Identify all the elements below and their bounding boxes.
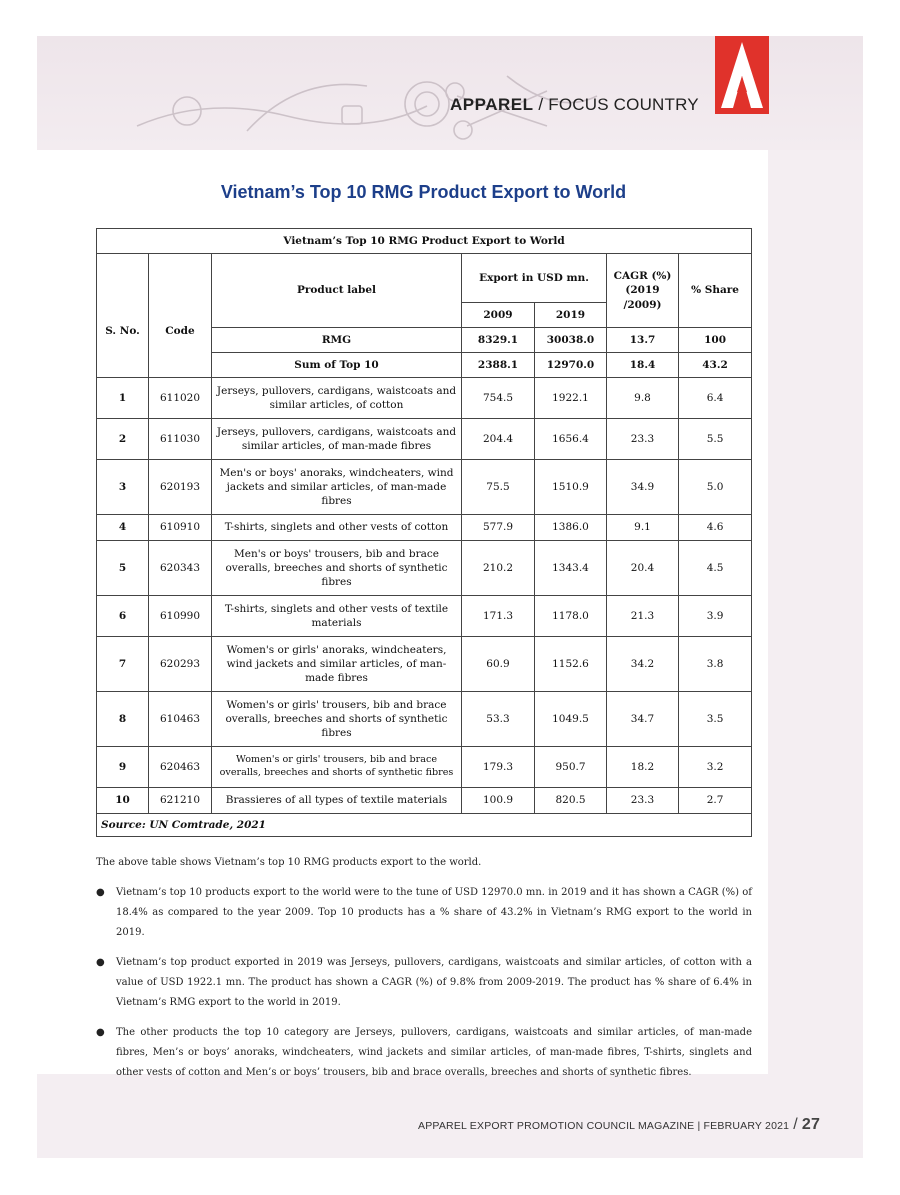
cell-share: 4.5	[679, 541, 752, 596]
cell-share: 4.6	[679, 515, 752, 541]
cell-sno: 2	[97, 419, 149, 460]
cell-2009: 53.3	[462, 692, 535, 747]
cell-sno: 9	[97, 747, 149, 788]
intro-paragraph: The above table shows Vietnam’s top 10 RMG products export to the world.	[96, 857, 482, 868]
cell-code: 611020	[149, 378, 212, 419]
table-row	[97, 460, 752, 515]
table-row	[97, 747, 752, 788]
cell-product: T-shirts, singlets and other vests of textile materials	[212, 596, 462, 637]
cell-sno: 4	[97, 515, 149, 541]
header-code: Code	[149, 254, 212, 378]
bullet-icon: ●	[96, 1027, 105, 1038]
cell-product: Jerseys, pullovers, cardigans, waistcoats and similar articles, of man-made fibres	[212, 419, 462, 460]
agg-label: RMG	[212, 328, 462, 353]
cell-cagr: 9.8	[607, 378, 679, 419]
list-item	[96, 1023, 752, 1083]
cell-cagr: 34.2	[607, 637, 679, 692]
cell-product: Women's or girls' trousers, bib and brace overalls, breeches and shorts of synthetic fibres	[212, 692, 462, 747]
cell-sno: 10	[97, 788, 149, 814]
table-row	[97, 596, 752, 637]
cell-2019: 1178.0	[535, 596, 607, 637]
footer-separator: /	[793, 1116, 798, 1133]
bullet-icon: ●	[96, 887, 105, 898]
cell-2009: 577.9	[462, 515, 535, 541]
cell-sno: 8	[97, 692, 149, 747]
cell-2009: 60.9	[462, 637, 535, 692]
table-row	[97, 692, 752, 747]
cell-sno: 7	[97, 637, 149, 692]
cell-cagr: 20.4	[607, 541, 679, 596]
page-title: Vietnam’s Top 10 RMG Product Export to World	[220, 182, 627, 202]
cell-product: T-shirts, singlets and other vests of cotton	[212, 515, 462, 541]
table-source: Source: UN Comtrade, 2021	[97, 814, 752, 837]
bullet-text: The other products the top 10 category are Jerseys, pullovers, cardigans, waistcoats and similar articles, of man-made fibres, Men’s or boys’ anoraks, windcheaters, wind jackets and similar articles, of man-made fibres, T-shirts, singlets and other vests of cotton and Men’s or boys’ trousers, bib and brace overalls, breeches and shorts of synthetic fibres.	[116, 1027, 752, 1078]
section-title	[450, 95, 699, 115]
cell-share: 3.2	[679, 747, 752, 788]
bullet-text: Vietnam’s top product exported in 2019 was Jerseys, pullovers, cardigans, waistcoats and similar articles, of cotton with a value of USD 1922.1 mn. The product has shown a CAGR (%) of 9.8% from 2009-2019. The product has % share of 6.4% in Vietnam’s RMG export to the world in 2019.	[116, 957, 752, 1008]
section-title-rest: / FOCUS COUNTRY	[533, 95, 699, 114]
header-export: Export in USD mn.	[462, 254, 607, 303]
cell-2019: 1343.4	[535, 541, 607, 596]
page-number: 27	[801, 1116, 821, 1133]
table-caption: Vietnam’s Top 10 RMG Product Export to World	[97, 229, 752, 254]
agg-share: 100	[679, 328, 752, 353]
cell-cagr: 34.9	[607, 460, 679, 515]
cell-product: Jerseys, pullovers, cardigans, waistcoats and similar articles, of cotton	[212, 378, 462, 419]
section-title-bold: APPAREL	[450, 95, 534, 114]
agg-2009: 2388.1	[462, 353, 535, 378]
cell-code: 611030	[149, 419, 212, 460]
cell-share: 3.9	[679, 596, 752, 637]
agg-cagr: 18.4	[607, 353, 679, 378]
table-row	[97, 515, 752, 541]
bullet-icon: ●	[96, 957, 105, 968]
cell-product: Women's or girls' trousers, bib and brace overalls, breeches and shorts of synthetic fibres	[212, 747, 462, 788]
cell-share: 5.0	[679, 460, 752, 515]
header-product: Product label	[212, 254, 462, 328]
bullet-list	[96, 883, 752, 1083]
bullet-text: Vietnam’s top 10 products export to the world were to the tune of USD 12970.0 mn. in 2019 and it has shown a CAGR (%) of 18.4% as compared to the year 2009. Top 10 products has a % share of 43.2% in Vietnam’s RMG export to the world in 2019.	[116, 887, 752, 938]
page-footer	[418, 1116, 820, 1134]
cell-product: Men's or boys' anoraks, windcheaters, wind jackets and similar articles, of man-made fibres	[212, 460, 462, 515]
cell-share: 3.5	[679, 692, 752, 747]
cell-2009: 179.3	[462, 747, 535, 788]
cell-sno: 5	[97, 541, 149, 596]
cell-2009: 754.5	[462, 378, 535, 419]
table-row	[97, 419, 752, 460]
cell-sno: 1	[97, 378, 149, 419]
cell-product: Brassieres of all types of textile materials	[212, 788, 462, 814]
cell-2019: 1656.4	[535, 419, 607, 460]
cell-2009: 171.3	[462, 596, 535, 637]
cell-2019: 1049.5	[535, 692, 607, 747]
cell-code: 610910	[149, 515, 212, 541]
table-row	[97, 788, 752, 814]
agg-2019: 30038.0	[535, 328, 607, 353]
cell-2019: 1510.9	[535, 460, 607, 515]
aepc-logo-icon	[715, 36, 769, 114]
header-share: % Share	[679, 254, 752, 328]
cell-product: Men's or boys' trousers, bib and brace overalls, breeches and shorts of synthetic fibres	[212, 541, 462, 596]
cell-code: 620293	[149, 637, 212, 692]
agg-share: 43.2	[679, 353, 752, 378]
cell-code: 620343	[149, 541, 212, 596]
header-2009: 2009	[462, 303, 535, 328]
cell-code: 610463	[149, 692, 212, 747]
cell-code: 620463	[149, 747, 212, 788]
cell-code: 621210	[149, 788, 212, 814]
cell-2019: 1386.0	[535, 515, 607, 541]
cell-2019: 820.5	[535, 788, 607, 814]
cell-sno: 3	[97, 460, 149, 515]
cell-cagr: 9.1	[607, 515, 679, 541]
agg-2009: 8329.1	[462, 328, 535, 353]
table-row	[97, 378, 752, 419]
export-table	[96, 228, 752, 837]
cell-share: 5.5	[679, 419, 752, 460]
agg-cagr: 13.7	[607, 328, 679, 353]
cell-product: Women's or girls' anoraks, windcheaters, wind jackets and similar articles, of man-made fibres	[212, 637, 462, 692]
cell-2009: 204.4	[462, 419, 535, 460]
cell-2019: 950.7	[535, 747, 607, 788]
cell-code: 620193	[149, 460, 212, 515]
cell-share: 3.8	[679, 637, 752, 692]
cell-cagr: 23.3	[607, 419, 679, 460]
cell-share: 2.7	[679, 788, 752, 814]
cell-cagr: 21.3	[607, 596, 679, 637]
body-text	[96, 853, 752, 1093]
footer-magazine: APPAREL EXPORT PROMOTION COUNCIL MAGAZINE | FEBRUARY 2021	[418, 1120, 790, 1132]
header-cagr: CAGR (%) (2019 /2009)	[607, 254, 679, 328]
agg-2019: 12970.0	[535, 353, 607, 378]
cell-share: 6.4	[679, 378, 752, 419]
table-row	[97, 637, 752, 692]
table-row	[97, 541, 752, 596]
cell-2019: 1922.1	[535, 378, 607, 419]
header-2019: 2019	[535, 303, 607, 328]
cell-2009: 210.2	[462, 541, 535, 596]
agg-label: Sum of Top 10	[212, 353, 462, 378]
cell-2009: 100.9	[462, 788, 535, 814]
cell-cagr: 23.3	[607, 788, 679, 814]
cell-cagr: 18.2	[607, 747, 679, 788]
cell-code: 610990	[149, 596, 212, 637]
list-item	[96, 953, 752, 1013]
cell-cagr: 34.7	[607, 692, 679, 747]
list-item	[96, 883, 752, 943]
cell-sno: 6	[97, 596, 149, 637]
header-sno: S. No.	[97, 254, 149, 378]
cell-2019: 1152.6	[535, 637, 607, 692]
cell-2009: 75.5	[462, 460, 535, 515]
